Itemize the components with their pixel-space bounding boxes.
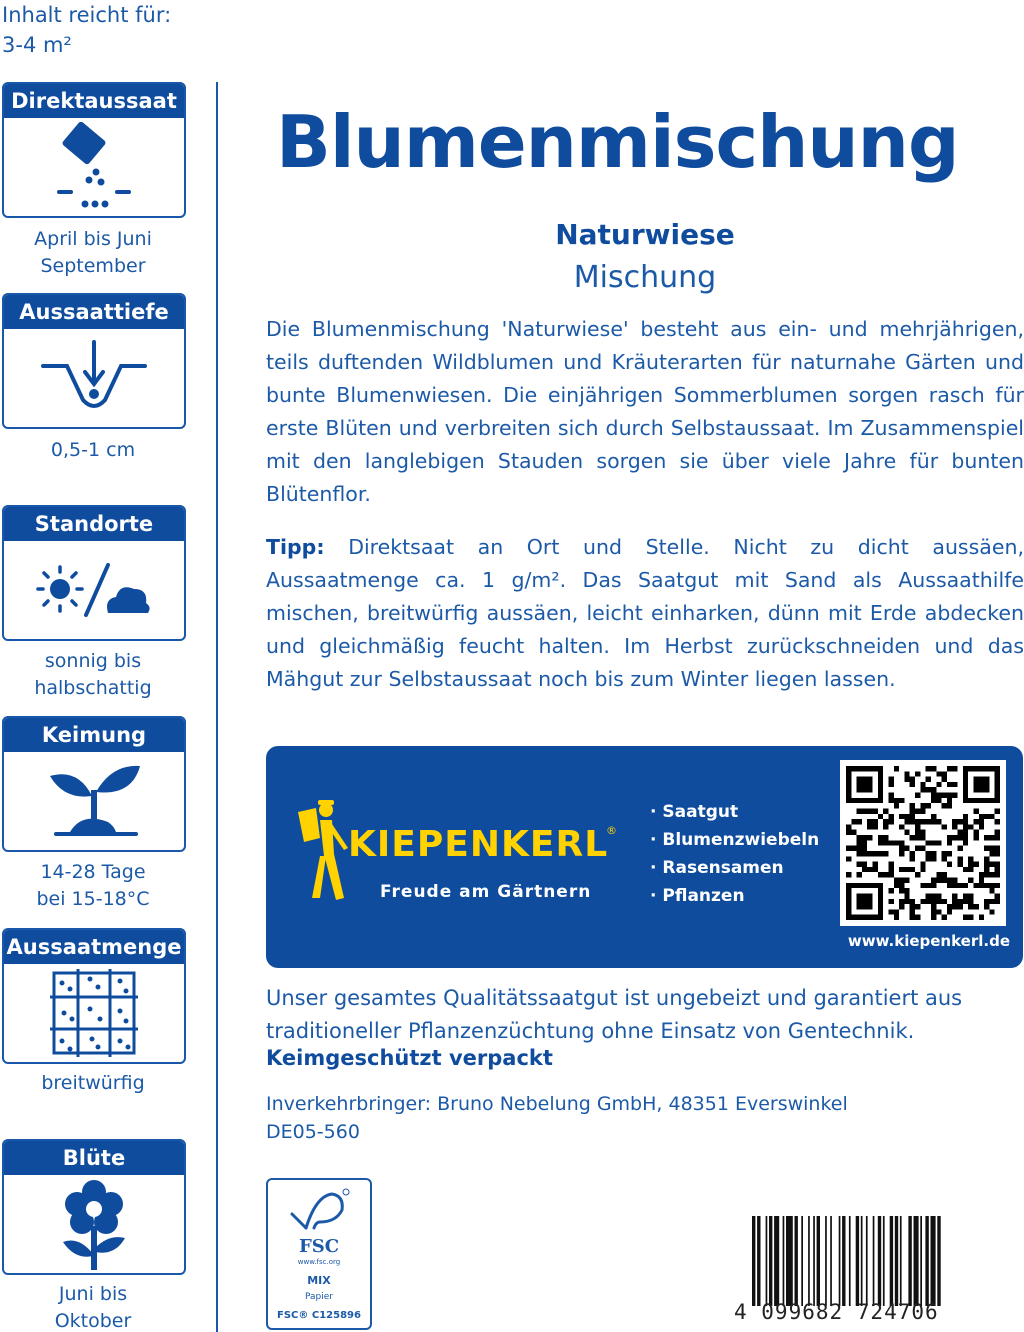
- pictogram-direct-sowing: [2, 82, 186, 218]
- distributor-info: [266, 1090, 848, 1146]
- fsc-mix: MIX: [307, 1274, 331, 1287]
- product-variety: Naturwiese: [555, 218, 735, 251]
- brand-registered-mark: ®: [606, 824, 617, 837]
- pictogram-title: Direktaussaat: [4, 84, 184, 118]
- sowing-tip: [266, 531, 1024, 696]
- protection-note: Keimgeschützt verpackt: [266, 1046, 553, 1070]
- list-item: · Blumenzwiebeln: [650, 826, 819, 854]
- list-item: · Pflanzen: [650, 882, 819, 910]
- distributor-code: DE05-560: [266, 1121, 360, 1143]
- fsc-website: www.fsc.org: [297, 1258, 341, 1266]
- brand-url[interactable]: www.kiepenkerl.de: [847, 932, 1010, 950]
- pictogram-sowing-depth: [2, 293, 186, 429]
- pictogram-caption: 0,5-1 cm: [50, 439, 136, 461]
- sprout-icon: [34, 756, 154, 846]
- brand-product-list: [650, 798, 819, 910]
- sun-cloud-icon: [34, 555, 154, 625]
- fsc-label: [266, 1178, 372, 1330]
- seed-bag-icon: [49, 122, 139, 212]
- fsc-logo-text: FSC: [298, 1236, 340, 1257]
- pictogram-germination: [2, 716, 186, 852]
- broadcast-grid-icon: [46, 965, 142, 1061]
- distributor-line: Inverkehrbringer: Bruno Nebelung GmbH, 48351 Everswinkel: [266, 1093, 848, 1115]
- quality-statement: Unser gesamtes Qualitätssaatgut ist ungebeizt und garantiert aus traditioneller Pflanzenzüchtung ohne Einsatz von Gentechnik.: [266, 986, 963, 1043]
- product-description: Die Blumenmischung 'Naturwiese' besteht aus ein- und mehrjährigen, teils duftenden Wildblumen und Kräuterarten für naturnahe Gärten und bunte Blumenwiesen. Die einjährigen Sommerblumen sorgen rasch für erste Blüten und verbreiten sich durch Selbstaussaat. Im Zusammenspiel mit den langlebigen Stauden sorgen sie über viele Jahre für bunten Blütenflor.: [266, 317, 1024, 506]
- list-item: · Rasensamen: [650, 854, 819, 882]
- pictogram-caption: Juni bis Oktober: [54, 1283, 132, 1332]
- pictogram-sidebar: [0, 0, 216, 1332]
- fsc-license-code: FSC® C125896: [277, 1310, 361, 1321]
- pictogram-caption: breitwürfig: [41, 1072, 145, 1094]
- brand-banner: [266, 746, 1023, 968]
- product-title: Blumenmischung: [276, 100, 959, 184]
- pictogram-title: Keimung: [4, 718, 184, 752]
- tip-label: Tipp:: [266, 535, 325, 559]
- sidebar-divider: [216, 82, 218, 1332]
- pictogram-title: Standorte: [4, 507, 184, 541]
- pictogram-sowing-quantity: [2, 928, 186, 1064]
- coverage-info: [2, 0, 171, 60]
- fsc-tree-icon: [286, 1188, 352, 1234]
- brand-name: KIEPENKERL: [348, 824, 609, 865]
- pictogram-title: Aussaatmenge: [4, 930, 184, 964]
- qr-code-icon: [846, 766, 1000, 920]
- pictogram-caption: April bis Juni September: [34, 228, 152, 277]
- pictogram-location: [2, 505, 186, 641]
- sowing-depth-icon: [39, 338, 149, 418]
- list-item: · Saatgut: [650, 798, 819, 826]
- tip-text: Direktsaat an Ort und Stelle. Nicht zu dicht aussäen, Aussaatmenge ca. 1 g/m². Das Saatgut mit Sand als Aussaathilfe mischen, breitwürfig aussäen, leicht einharken, dünn mit Erde abdecken und gleichmäßig feucht halten. Im Herbst zurückschneiden und das Mähgut zur Selbstaussaat noch bis zum Winter liegen lassen.: [266, 535, 1024, 691]
- barcode-icon: [752, 1216, 1022, 1306]
- pictogram-title: Aussaattiefe: [4, 295, 184, 329]
- barcode-number: 4 099682 724706: [734, 1300, 939, 1324]
- brand-slogan: Freude am Gärtnern: [380, 882, 592, 902]
- flower-icon: [49, 1176, 139, 1272]
- fsc-paper: Papier: [305, 1292, 333, 1302]
- pictogram-title: Blüte: [4, 1141, 184, 1175]
- hiker-logo-icon: [290, 798, 350, 908]
- coverage-value: 3-4 m²: [2, 33, 72, 57]
- coverage-label: Inhalt reicht für:: [2, 3, 172, 27]
- product-type: Mischung: [573, 260, 717, 295]
- pictogram-caption: sonnig bis halbschattig: [34, 650, 152, 699]
- pictogram-bloom: [2, 1139, 186, 1275]
- pictogram-caption: 14-28 Tage bei 15-18°C: [36, 861, 150, 910]
- qr-code[interactable]: [840, 760, 1006, 926]
